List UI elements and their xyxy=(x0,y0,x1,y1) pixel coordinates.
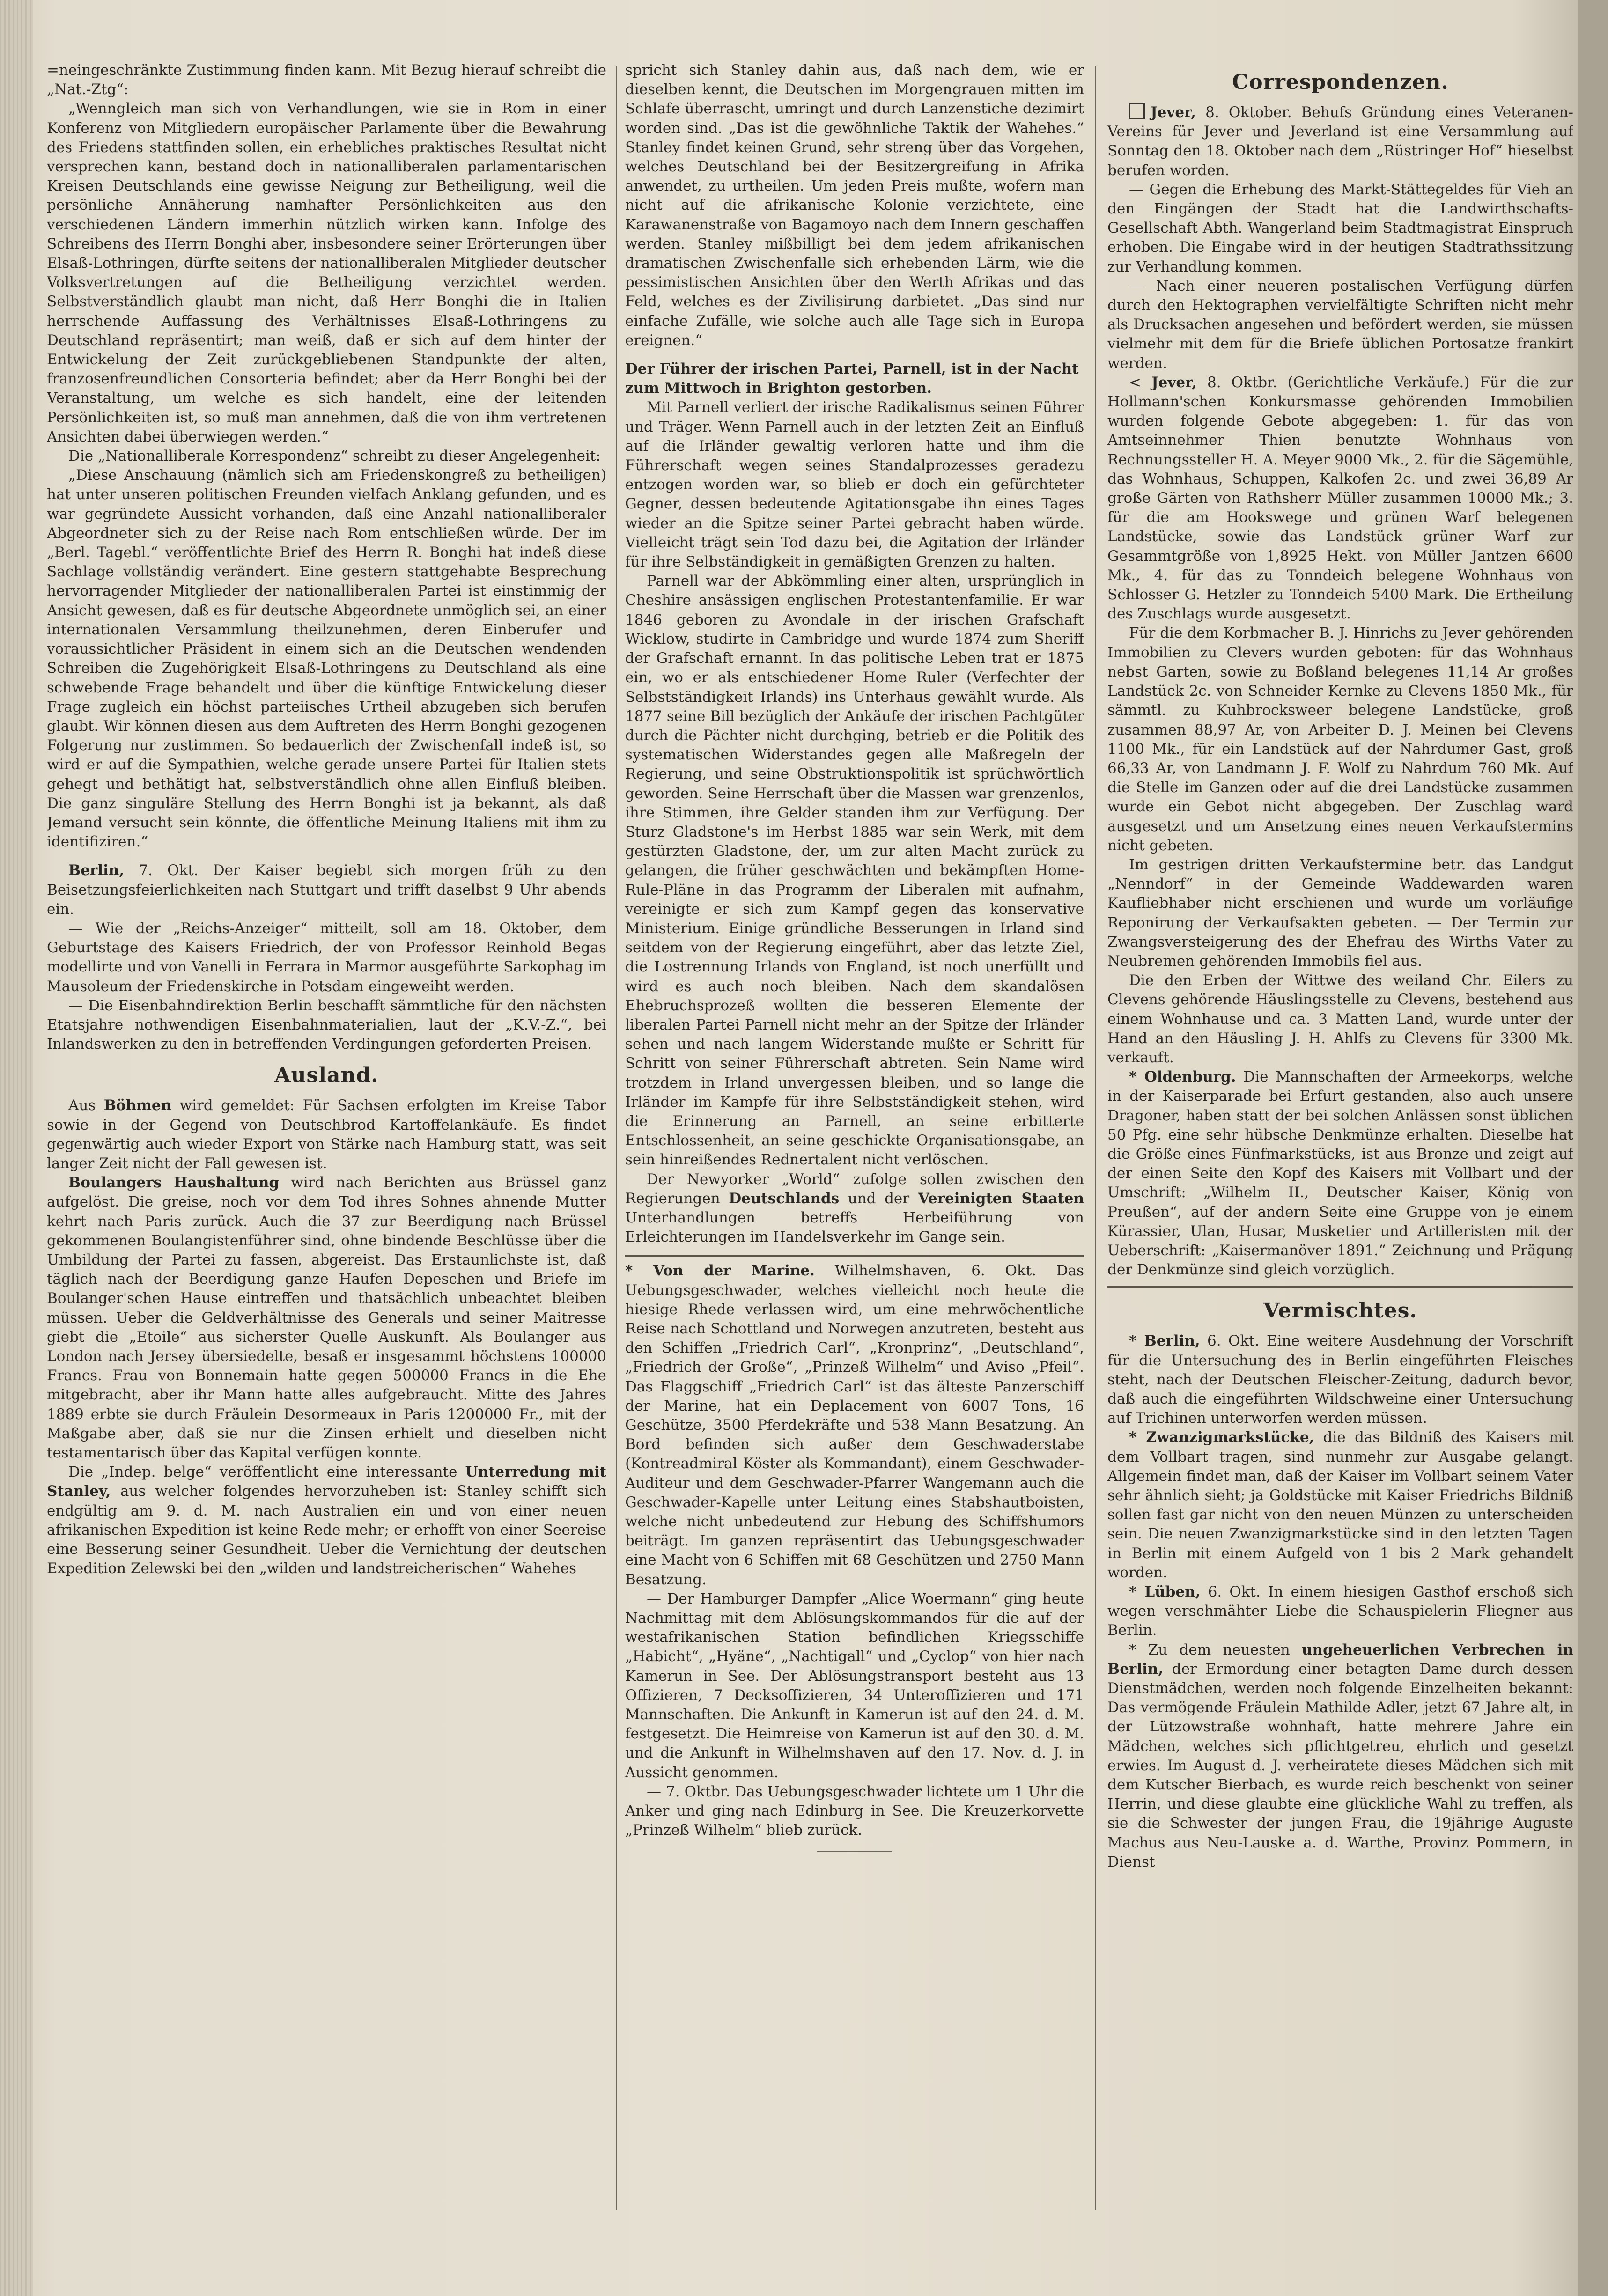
paragraph: — 7. Oktbr. Das Uebungsgeschwader lichtete um 1 Uhr die Anker und ging nach Edinburg in See. Die Kreuzerkorvette „Prinzeß Wilhelm“ blieb zurück. xyxy=(625,1783,1084,1839)
square-marker-icon xyxy=(1129,103,1145,119)
news-text: Das Uebungsgeschwader, welches vielleicht noch heute die hiesige Rhede verlassen wird, um eine mehrwöchentliche Reise nach Schottland und Norwegen anzutreten, besteht aus den Schiffen „Friedrich Carl“, „Kronprinz“, „Deutschland“, „Friedrich der Große“, „Prinzeß Wilhelm“ und Aviso „Pfeil“. Das Flaggschiff „Friedrich Carl“ ist das älteste Panzerschiff der Marine, hat ein Deplacement von 6007 Tons, 16 Geschütze, 3500 Pferdekräfte und 538 Mann Besatzung. An Bord befinden sich außer dem Geschwaderstabe (Kontreadmiral Köster als Kommandant), einem Geschwader-Auditeur und dem Geschwader-Pfarrer Wangemann auch die Geschwader-Kapelle unter Leitung eines Stabshautboisten, welche nicht unbedeutend zur Hebung des Schiffshumors beiträgt. Im ganzen repräsentirt das Uebungsgeschwader eine Macht von 6 Schiffen mit 68 Geschützen und 2750 Mann Besatzung. xyxy=(625,1262,1084,1588)
news-text: Unterhandlungen betreffs Herbeiführung von Erleichterungen im Handelsverkehr im Gange sein. xyxy=(625,1209,1084,1246)
news-item-verbrechen xyxy=(1107,1641,1573,1872)
news-text: Aus xyxy=(68,1097,96,1114)
paragraph: — Gegen die Erhebung des Markt-Stättegeldes für Vieh an den Eingängen der Stadt hat die Landwirthschafts-Gesellschaft Abth. Wangerland beim Stadtmagistrat Einspruch erhoben. Die Eingabe wird in der heutigen Stadtrathssitzung zur Verhandlung kommen. xyxy=(1107,181,1573,275)
paragraph: — Die Eisenbahndirektion Berlin beschafft sämmtliche für den nächsten Etatsjahre nothwendigen Eisenbahnmaterialien, laut der „K.V.-Z.“, bei Inlandswerken zu den in betreffenden Verdingungen geforderten Preisen. xyxy=(47,997,606,1053)
paragraph: spricht sich Stanley dahin aus, daß nach dem, wie er dieselben kennt, die Deutschen im Morgengrauen mitten im Schlafe überrascht, umringt und durch Lanzenstiche dezimirt worden sind. „Das ist die gewöhnliche Taktik der Wahehes.“ Stanley findet keinen Grund, sehr streng über das Vorgehen, welches Deutschland bei der Besitzergreifung in Afrika anwendet, zu urtheilen. Um jeden Preis mußte, wofern man nicht auf die afrikanische Kolonie verzichtete, eine Karawanenstraße von Bagamoyo nach dem Innern geschaffen werden. Stanley mißbilligt bei dem jedem afrikanischen dramatischen Zwischenfalle sich erhebenden Lärm, wie die pessimistischen Ansichten über den Werth Afrikas und das Feld, welches es der Zivilisirung darbietet. „Das sind nur einfache Zufälle, wie solche auch alle Tage sich in Europa ereignen.“ xyxy=(625,62,1084,349)
news-text: 6. Okt. In einem hiesigen Gasthof erschoß sich wegen verschmähter Liebe die Schauspielerin Fliegner aus Berlin. xyxy=(1107,1583,1573,1639)
end-rule xyxy=(817,1851,892,1852)
keyword: * Lüben, xyxy=(1129,1583,1201,1601)
headline-parnell: Der Führer der irischen Partei, Parnell, ist in der Nacht zum Mittwoch in Brighton gestorben. xyxy=(625,361,1079,397)
column-rule-2 xyxy=(1095,66,1096,2210)
keyword: * Zwanzigmarkstücke, xyxy=(1129,1429,1314,1446)
keyword: Unterredung mit Stanley, xyxy=(47,1464,606,1500)
paragraph: — Wie der „Reichs-Anzeiger“ mitteilt, soll am 18. Oktober, dem Geburtstage des Kaisers Friedrich, der von Professor Reinhold Begas modellirte und von Vanelli in Ferrara in Marmor ausgeführte Sarkophag im Mausoleum der Friedenskirche in Potsdam eingeweiht werden. xyxy=(47,920,606,995)
news-item-world xyxy=(625,1170,1084,1247)
paragraph: Die den Erben der Wittwe des weiland Chr. Eilers zu Clevens gehörende Häuslingsstelle zu Clevens, bestehend aus einem Wohnhause und ca. 3 Matten Land, wurde unter der Hand an den Häusling J. H. Ahlfs zu Clevens für 3300 Mk. verkauft. xyxy=(1107,972,1573,1066)
column-right xyxy=(1107,61,1573,2261)
news-item-jever-verkaeufe xyxy=(1107,373,1573,624)
paragraph: Für die dem Korbmacher B. J. Hinrichs zu Jever gehörenden Immobilien zu Clevers wurden geboten: für das Wohnhaus nebst Garten, sowie zu Boßland belegenes 11,14 Ar großes Landstück 2c. von Schneider Kernke zu Clevens 1850 Mk., für sämmtl. zu Kuhbrocksweer belegene Landstücke, groß zusammen 88,97 Ar, von Arbeiter D. J. Meinen bei Clevens 1100 Mk., für ein Landstück auf der Nahrdumer Gast, groß 66,33 Ar, von Landmann J. F. Wolf zu Nahrdum 760 Mk. Auf die Stelle im Ganzen oder auf die drei Landstücke zusammen wurde ein Gebot nicht abgegeben. Der Zuschlag ward ausgesetzt und um Ansetzung eines neuen Verkaufstermins nicht gebeten. xyxy=(1107,625,1573,854)
news-item-lueben xyxy=(1107,1582,1573,1641)
dateline-place: Berlin, xyxy=(68,862,125,879)
news-text: 6. Okt. Eine weitere Ausdehnung der Vorschrift für die Untersuchung des in Berlin eingeführten Fleisches steht, nach der Deutschen Fleischer-Zeitung, dadurch bevor, daß auch die eingeführten Wildschweine einer Untersuchung auf Trichinen unterworfen werden müssen. xyxy=(1107,1332,1573,1427)
news-text: 8. Oktober. Behufs Gründung eines Veteranen-Vereins für Jever und Jeverland ist eine Versammlung auf Sonntag den 18. Oktober nach dem „Rüstringer Hof“ hieselbst berufen worden. xyxy=(1107,104,1573,179)
news-text: wird gemeldet: Für Sachsen erfolgten im Kreise Tabor sowie in der Gegend von Deutschbrod Kartoffelankäufe. Es findet gegenwärtig auch wieder Export von Stärke nach Hamburg statt, was seit langer Zeit nicht der Fall gewesen ist. xyxy=(47,1097,606,1172)
column-middle xyxy=(625,61,1084,2261)
news-text: der Ermordung einer betagten Dame durch dessen Dienstmädchen, werden noch folgende Einzelheiten bekannt: Das vermögende Fräulein Mathilde Adler, jetzt 67 Jahre alt, in der Lützowstraße wohnhaft, hatte mehrere Jahre ein Mädchen, welches sich pflichtgetreu, ehrlich und gesetzt erwies. Im August d. J. verheiratete dieses Mädchen sich mit dem Kutscher Bierbach, es wurde reich beschenkt von seiner Herrin, und diese glaubte eine glückliche Wahl zu treffen, als sie die Schwester der jungen Frau, die 19jährige Auguste Machus aus Neu-Lauske a. d. Warthe, Provinz Pommern, in Dienst xyxy=(1107,1660,1573,1870)
column-left xyxy=(47,61,606,2261)
news-item-bohmen xyxy=(47,1096,606,1173)
news-item-zwanzigmark xyxy=(1107,1428,1573,1582)
news-text: Der Newyorker „World“ zufolge sollen zwischen den Regierungen xyxy=(625,1170,1084,1207)
news-text: * Zu dem neuesten xyxy=(1129,1641,1290,1658)
keyword: Jever, xyxy=(1151,104,1196,121)
news-item-berlin xyxy=(47,861,606,919)
keyword: Deutschlands xyxy=(729,1190,840,1207)
page-edge-right xyxy=(1578,0,1608,2296)
news-text: die das Bildniß des Kaisers mit dem Vollbart tragen, sind nunmehr zur Ausgabe gelangt. Allgemein findet man, daß der Kaiser im Vollbart seinem Vater sehr ähnlich sieht; ja Goldstücke mit Kaiser Friedrichs Bildniß sollen fast gar nicht von den neuen Münzen zu unterscheiden sein. Die neuen Zwanzigmarkstücke sind in den letzten Tagen in Berlin mit einem Aufgeld von 1 bis 2 Mark gehandelt worden. xyxy=(1107,1429,1573,1581)
news-text: Die „Indep. belge“ veröffentlicht eine interessante xyxy=(68,1464,457,1481)
news-text: Der Kaiser begiebt sich morgen früh zu den Beisetzungsfeierlichkeiten nach Stuttgart und trifft daselbst 9 Uhr abends ein. xyxy=(47,862,606,918)
news-text: aus welcher folgendes hervorzuheben ist: Stanley schifft sich endgültig am 9. d. M. nach Australien ein und von einer neuen afrikanischen Expedition ist keine Rede mehr; er erhofft von einer Seereise eine Besserung seiner Gesundheit. Ueber die Vernichtung der deutschen Expedition Zelewski bei den „wilden und landstreicherischen“ Wahehes xyxy=(47,1483,606,1577)
keyword: Jever, xyxy=(1151,374,1197,391)
news-item-marine xyxy=(625,1261,1084,1589)
keyword: * Berlin, xyxy=(1129,1332,1200,1350)
news-text: und der xyxy=(848,1190,910,1207)
keyword: ungeheuerlichen Verbrechen in Berlin, xyxy=(1107,1641,1573,1678)
news-item-boulanger xyxy=(47,1173,606,1463)
paragraph: Im gestrigen dritten Verkaufstermine betr. das Landgut „Nenndorf“ in der Gemeinde Waddewarden waren Kaufliebhaber nicht erschienen und wurde um vorläufige Reponirung der Verkaufsakten gebeten. — Der Termin zur Zwangsversteigerung des der Ehefrau des Wirths Vater zu Neubremen gehörenden Immobils fiel aus. xyxy=(1107,856,1573,970)
news-item-jever xyxy=(1107,103,1573,180)
news-item-oldenburg xyxy=(1107,1067,1573,1280)
column-rule-1 xyxy=(616,66,617,2210)
keyword: * Oldenburg. xyxy=(1129,1068,1236,1086)
paragraph: — Der Hamburger Dampfer „Alice Woermann“ ging heute Nachmittag mit dem Ablösungskommandos für die auf der westafrikanischen Station befindlichen Kriegsschiffe „Habicht“, „Hyäne“, „Nachtigall“ und „Cyclop“ von hier nach Kamerun in See. Der Ablösungstransport besteht aus 13 Offizieren, 7 Decksoffizieren, 34 Unteroffizieren und 171 Mannschaften. Die Ankunft in Kamerun ist auf den 24. d. M. festgesetzt. Die Heimreise von Kamerun ist auf den 30. d. M. und die Ankunft in Wilhelmshaven auf den 17. Nov. d. J. in Aussicht genommen. xyxy=(625,1590,1084,1781)
news-text: 8. Oktbr. (Gerichtliche Verkäufe.) Für die zur Hollmann'schen Konkursmasse gehörenden Immobilien wurden folgende Gebote abgegeben: 1. für das von Amtseinnehmer Thien benutzte Wohnhaus von Rechnungssteller H. A. Meyer 9000 Mk., 2. für die Sägemühle, das Wohnhaus, Schuppen, Kalkofen 2c. und zwei 36,89 Ar große Gärten von Rathsherr Müller zusammen 10000 Mk.; 3. für die am Hookswege und grünen Warf belegenen Landstücke, sowie das Landstück grüner Warf zur Gesammtgröße von 1,8925 Hekt. von Müller Jantzen 6600 Mk., 4. für das zu Tonndeich belegene Wohnhaus von Schlosser G. Hetzler zu Tonndeich 5400 Mark. Die Ertheilung des Zuschlags wurde ausgesetzt. xyxy=(1107,374,1573,623)
news-text: Die Mannschaften der Armeekorps, welche in der Kaiserparade bei Erfurt gestanden, also auch unsere Dragoner, haben statt der bei solchen Anlässen sonst üblichen 50 Pfg. eine sehr hübsche Denkmünze erhalten. Dieselbe hat die Größe eines Fünfmarkstücks, ist aus Bronze und zeigt auf der einen Seite den Kopf des Kaisers mit Vollbart und der Umschrift: „Wilhelm II., Deutscher Kaiser, König von Preußen“, auf der andern Seite eine Gruppe von je einem Kürassier, Ulan, Husar, Musketier und Artilleristen mit der Ueberschrift: „Kaisermanöver 1891.“ Zeichnung und Prägung der Denkmünze sind gleich vorzüglich. xyxy=(1107,1068,1573,1279)
section-divider xyxy=(625,1255,1084,1257)
paragraph: „Wenngleich man sich von Verhandlungen, wie sie in Rom in einer Konferenz von Mitgliedern europäischer Parlamente über die Bewahrung des Friedens stattfinden sollen, ein erhebliches praktisches Resultat nicht versprechen kann, bestand doch in nationalliberalen parlamentarischen Kreisen Deutschlands eine gewisse Neigung zur Betheiligung, weil die persönliche Annäherung namhafter Persönlichkeiten aus den verschiedenen Ländern immerhin nützlich wirken kann. Infolge des Schreibens des Herrn Bonghi aber, insbesondere seiner Erörterungen über Elsaß-Lothringen, dürfte seitens der nationalliberalen Mitglieder deutscher Volksvertretungen auf die Betheiligung verzichtet werden. Selbstverständlich glaubt man nicht, daß Herr Bonghi die in Italien herrschende Auffassung des Verhältnisses Elsaß-Lothringens zu Deutschland repräsentirt; man weiß, daß er sich auf dem hinter der Entwickelung der Zeit zurückgebliebenen Standpunkte der alten, franzosenfreundlichen Consorteria befindet; aber da Herr Bonghi bei der Veranstaltung, um welche es sich handelt, eine der leitenden Persönlichkeiten ist, so muß man annehmen, daß die von ihm vertretenen Ansichten dabei überwiegen werden.“ xyxy=(47,100,606,445)
keyword: * Von der Marine. xyxy=(625,1262,815,1280)
paragraph: „Diese Anschauung (nämlich sich am Friedenskongreß zu betheiligen) hat unter unseren politischen Freunden vielfach Anklang gefunden, und es war gegründete Aussicht vorhanden, daß eine Anzahl nationalliberaler Abgeordneter sich zu der Reise nach Rom entschließen würde. Der im „Berl. Tagebl.“ veröffentlichte Brief des Herrn R. Bonghi hat indeß diese Sachlage vollständig verändert. Eine gestern stattgehabte Besprechung hervorragender Mitglieder der nationalliberalen Partei ist einstimmig der Ansicht gewesen, daß es für deutsche Abgeordnete unmöglich sei, an einer internationalen Versammlung theilzunehmen, deren Einberufer und voraussichtlicher Präsident in einem sich an die Deutschen wendenden Schreiben die Zugehörigkeit Elsaß-Lothringens zu Deutschland als eine schwebende Frage behandelt und über die künftige Entwickelung dieser Frage zugleich ein höchst parteiisches Urtheil abzugeben sich berufen glaubt. Wir können diesen aus dem Auftreten des Herrn Bonghi gezogenen Folgerung nur zustimmen. So bedauerlich der Zwischenfall indeß ist, so wird er auf die Sympathien, welche gerade unsere Partei für Italien stets gehegt und bethätigt hat, selbstverständlich ohne allen Einfluß bleiben. Die ganz singuläre Stellung des Herrn Bonghi ist ja bekannt, als daß Jemand versucht sein könnte, die öffentliche Meinung Italiens mit ihm zu identifiziren.“ xyxy=(47,467,606,851)
section-title-correspondenzen: Correspondenzen. xyxy=(1232,70,1449,94)
dateline-date: 7. Okt. xyxy=(139,862,199,879)
section-title-vermischtes: Vermischtes. xyxy=(1107,1286,1573,1326)
paragraph: Mit Parnell verliert der irische Radikalismus seinen Führer und Träger. Wenn Parnell auch in der letzten Zeit an Einfluß auf die Irländer gewaltig verloren hatte und ihm die Führerschaft wegen seines Standalprozesses geradezu entzogen worden war, so blieb er doch ein gefürchteter Gegner, dessen bedeutende Agitationsgabe ihn eines Tages wieder an die Spitze seiner Partei gebracht haben würde. Vielleicht trägt sein Tod dazu bei, die Agitation der Irländer für ihre Selbständigkeit in gemäßigten Grenzen zu halten. xyxy=(625,399,1084,571)
paragraph: Die „Nationalliberale Korrespondenz“ schreibt zu dieser Angelegenheit: xyxy=(68,448,601,465)
paragraph: Parnell war der Abkömmling einer alten, ursprünglich in Cheshire ansässigen englischen Protestantenfamilie. Er war 1846 geboren zu Avondale in der irischen Grafschaft Wicklow, studirte in Cambridge und wurde 1874 zum Sheriff der Grafschaft ernannt. In das politische Leben trat er 1875 ein, wo er als entschiedener Home Ruler (Verfechter der Selbstständigkeit Irlands) ins Unterhaus gewählt wurde. Als 1877 seine Bill bezüglich der Ankäufe der irischen Pachtgüter durch die Pächter nicht durchging, betrieb er die Politik des systematischen Widerstandes gegen alle Maßregeln der Regierung, und seine Obstruktionspolitik ist sprüchwörtlich geworden. Seine Herrschaft über die Massen war grenzenlos, ihre Stimmen, ihre Gelder standen ihm zur Verfügung. Der Sturz Gladstone's im Herbst 1885 war sein Werk, mit dem gestürzten Gladstone, der, um zur alten Macht zurück zu gelangen, die früher geschwächten und bekämpften Home-Rule-Pläne in das Programm der Liberalen mit aufnahm, vereinigte er sich zum Kampf gegen das konservative Ministerium. Einige gründliche Besserungen in Irland sind seitdem von der Regierung eingeführt, aber das letzte Ziel, die Lostrennung Irlands von England, ist noch unerfüllt und wird es auch noch bleiben. Nach dem skandalösen Ehebruchsprozeß wollten die besseren Elemente der liberalen Partei Parnell nicht mehr an der Spitze der Irländer sehen und nach langem Widerstande mußte er Schritt für Schritt von seiner Führerschaft abtreten. Sein Name wird trotzdem in Irland unvergessen bleiben, und so lange die Irländer im Kampfe für ihre Selbstständigkeit stehen, wird die Erinnerung an Parnell, an seine erbitterte Entschlossenheit, an seine geschickte Organisationsgabe, an sein hinreißendes Rednertalent nicht verlöschen. xyxy=(625,573,1084,1169)
keyword: Boulangers Haushaltung xyxy=(68,1174,280,1192)
section-title-ausland: Ausland. xyxy=(274,1063,379,1088)
news-item-stanley xyxy=(47,1463,606,1578)
news-item-berlin-fleisch xyxy=(1107,1332,1573,1428)
keyword: Böhmen xyxy=(103,1097,172,1114)
dateline: Wilhelmshaven, 6. Okt. xyxy=(834,1262,1037,1280)
page-edge-left xyxy=(0,0,33,2296)
paragraph: — Nach einer neueren postalischen Verfügung dürfen durch den Hektographen vervielfältigte Schriften nicht mehr als Drucksachen angesehen und befördert werden, sie müssen vielmehr mit dem für die Briefe üblichen Portosatze frankirt werden. xyxy=(1107,277,1573,372)
angle-marker-icon: < xyxy=(1129,374,1141,391)
paragraph: =neingeschränkte Zustimmung finden kann. Mit Bezug hierauf schreibt die „Nat.-Ztg“: xyxy=(47,62,606,98)
news-text: wird nach Berichten aus Brüssel ganz aufgelöst. Die greise, noch vor dem Tod ihres Sohnes ahnende Mutter kehrt nach Paris zurück. Auch die 37 zur Beerdigung nach Brüssel gekommenen Boulangistenführer sind, ohne bindende Beschlüsse über die Umbildung der Partei zu fassen, abgereist. Das Erstaunlichste ist, daß täglich nach der Beerdigung ganze Haufen Depeschen und Briefe im Boulanger'schen Hause eintreffen und thatsächlich unbeachtet bleiben müssen. Ueber die Geldverhältnisse des Generals und seiner Maitresse giebt die „Etoile“ aus sicherster Quelle Auskunft. Als Boulanger aus London nach Jersey übersiedelte, besaß er insgesammt höchstens 100000 Francs. Frau von Bonnemain hatte gegen 500000 Francs in die Ehe mitgebracht, aber ihr Mann hatte alles aufgebraucht. Mitte des Jahres 1889 erbte sie durch Fräulein Desormeaux in Paris 1200000 Fr., mit der Maßgabe aber, daß sie nur die Zinsen erhielt und dieselben nicht testamentarisch über das Kapital verfügen konnte. xyxy=(47,1174,606,1462)
keyword: Vereinigten Staaten xyxy=(918,1190,1084,1207)
